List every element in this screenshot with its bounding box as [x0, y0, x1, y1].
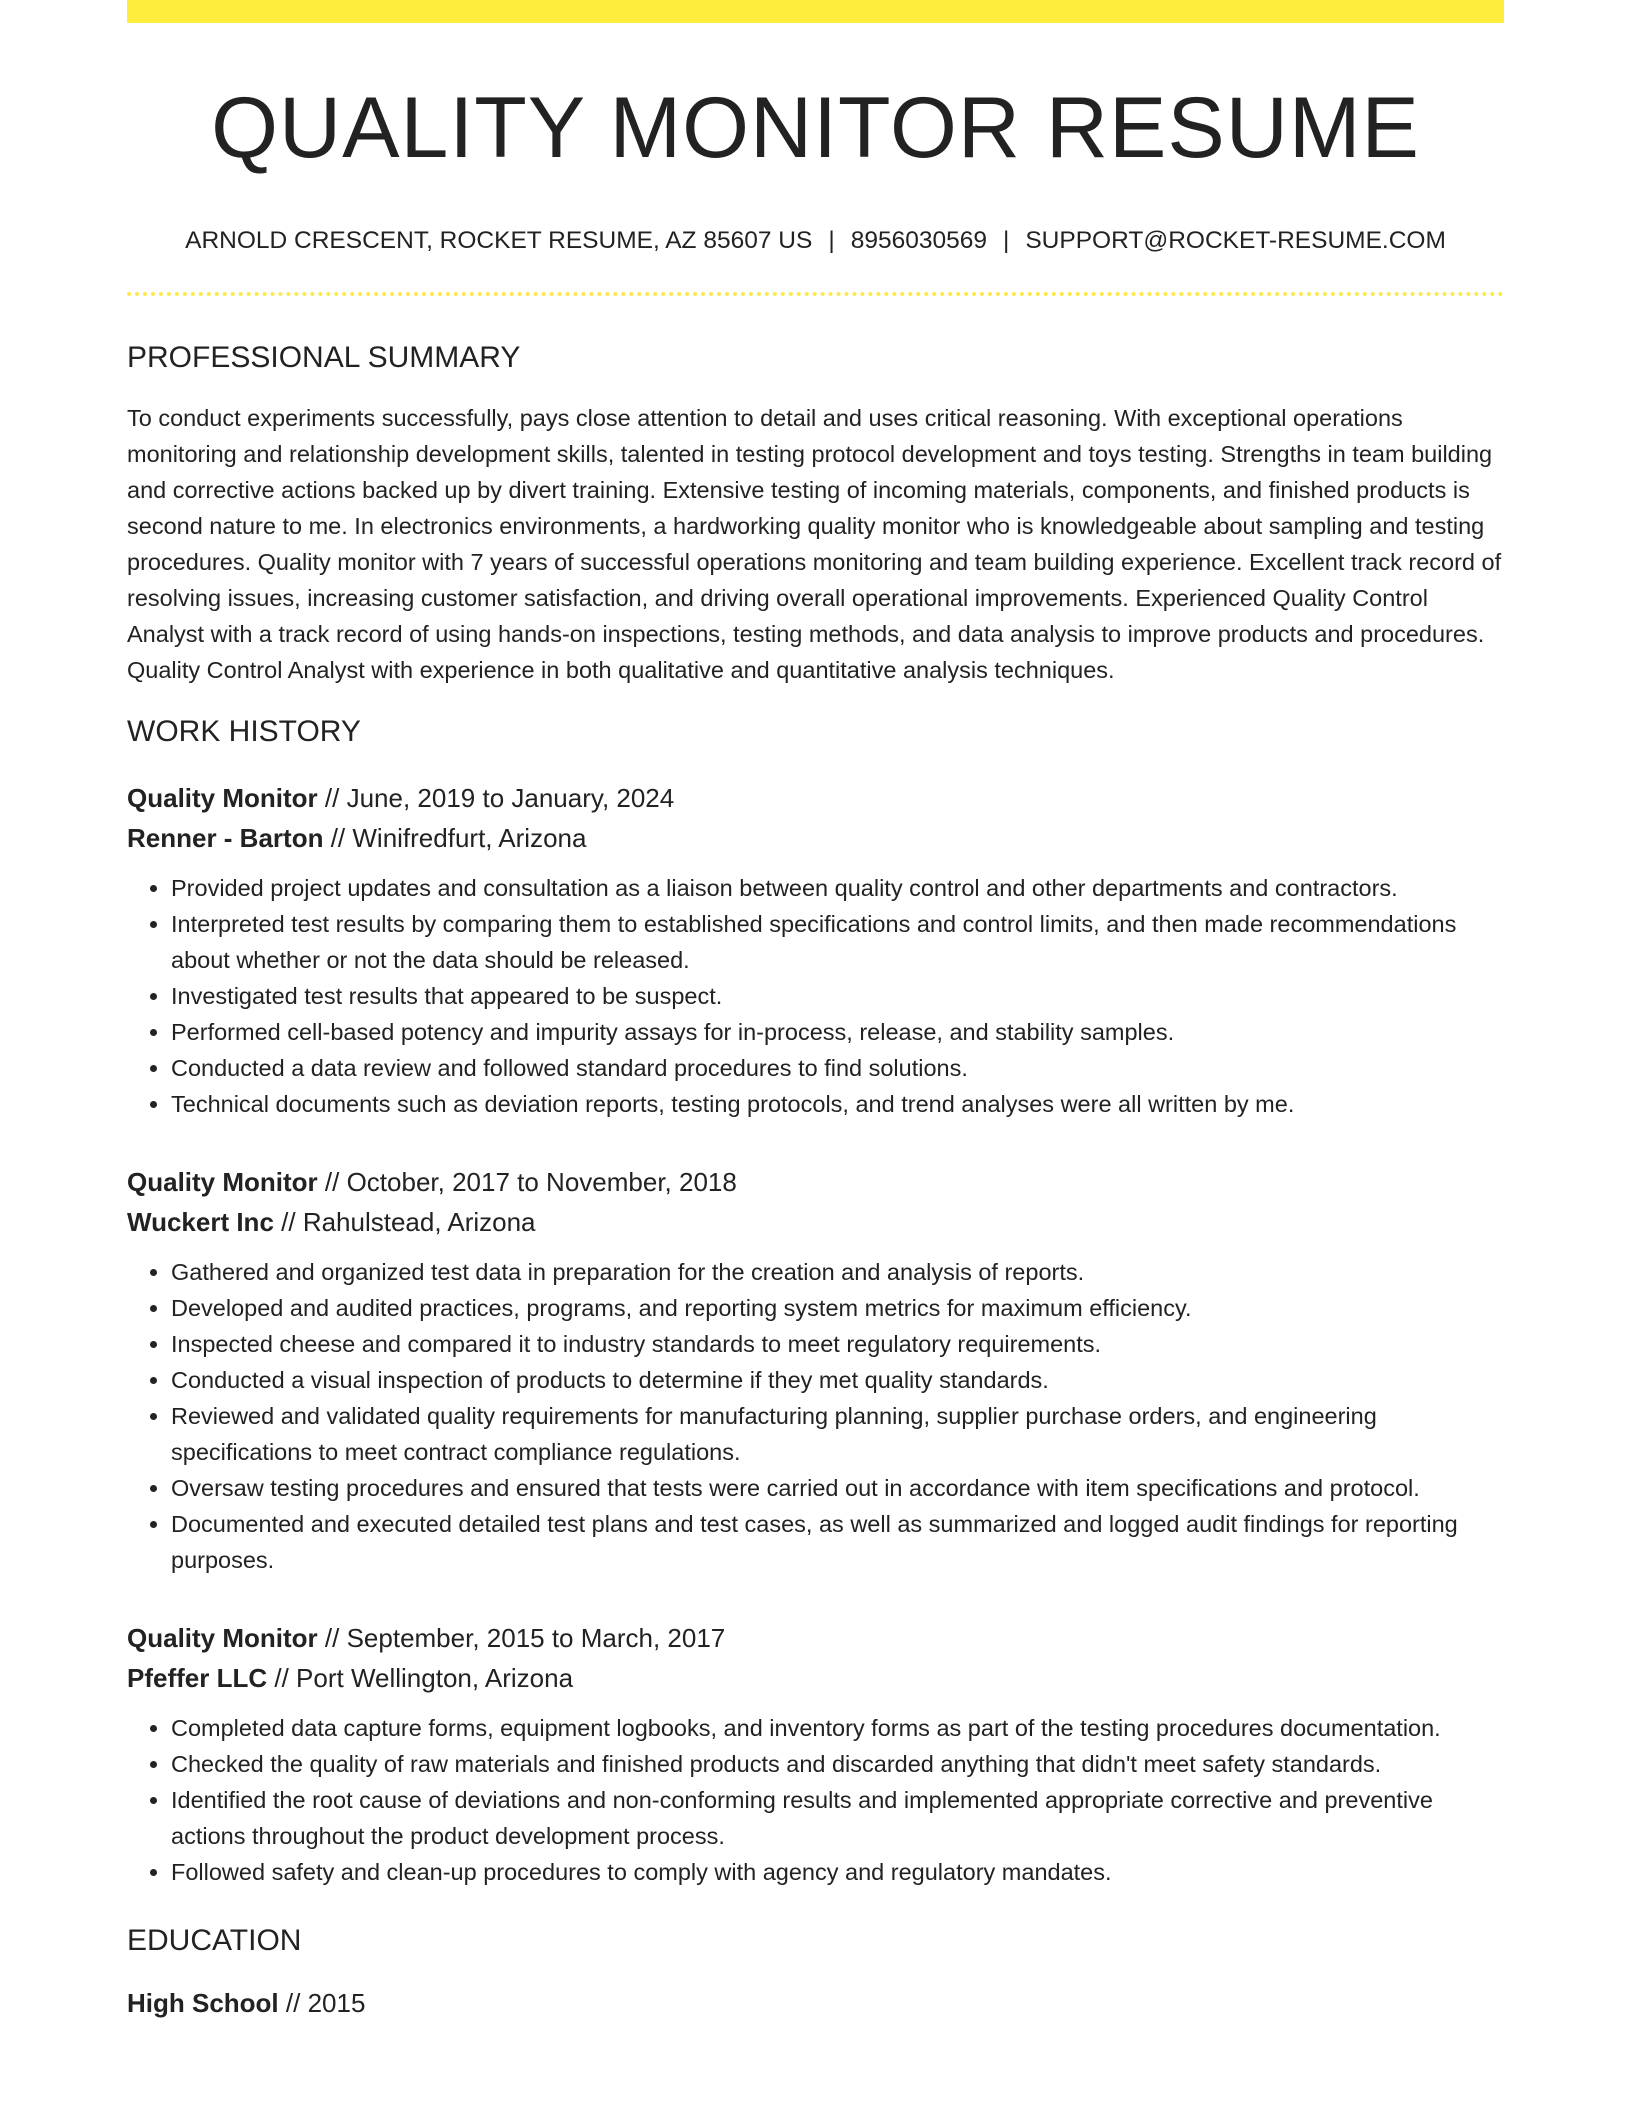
- contact-phone: 8956030569: [850, 226, 987, 254]
- job-bullets: [127, 870, 1504, 1122]
- contact-email: SUPPORT@ROCKET-RESUME.COM: [1025, 226, 1446, 254]
- job-bullet: • Gathered and organized test data in preparation for the creation and analysis of reports.: [171, 1254, 1504, 1290]
- job-bullets: [127, 1254, 1504, 1578]
- job-separator: //: [267, 1662, 297, 1693]
- job-entry: [127, 1162, 1504, 1578]
- job-bullet: • Documented and executed detailed test plans and test cases, as well as summarized and logged audit findings for reporting purposes.: [171, 1506, 1504, 1578]
- job-company-line: [127, 818, 1504, 858]
- job-title: Quality Monitor: [127, 782, 318, 813]
- job-separator: //: [317, 1166, 347, 1197]
- resume-page: [127, 0, 1504, 2023]
- job-bullet: • Developed and audited practices, programs, and reporting system metrics for maximum efficiency.: [171, 1290, 1504, 1326]
- job-title: Quality Monitor: [127, 1622, 318, 1653]
- job-title-line: [127, 778, 1504, 818]
- job-separator: //: [323, 822, 353, 853]
- job-location: Winifredfurt, Arizona: [352, 822, 587, 853]
- job-separator: //: [317, 782, 347, 813]
- resume-title: QUALITY MONITOR RESUME: [211, 80, 1420, 176]
- education-separator: //: [278, 1987, 308, 2018]
- job-bullet: • Investigated test results that appeared to be suspect.: [171, 978, 1504, 1014]
- job-separator: //: [273, 1206, 303, 1237]
- job-bullet: • Oversaw testing procedures and ensured that tests were carried out in accordance with item specifications and protocol.: [171, 1470, 1504, 1506]
- job-entry: [127, 1618, 1504, 1890]
- contact-address: ARNOLD CRESCENT, ROCKET RESUME, AZ 85607 US: [185, 226, 813, 254]
- education-entry: [127, 1983, 1504, 2023]
- job-bullet: • Checked the quality of raw materials and finished products and discarded anything that didn't meet safety standards.: [171, 1746, 1504, 1782]
- job-title-line: [127, 1618, 1504, 1658]
- job-title-line: [127, 1162, 1504, 1202]
- contact-separator: |: [828, 226, 835, 254]
- job-dates: September, 2015 to March, 2017: [346, 1622, 726, 1653]
- job-bullet: • Reviewed and validated quality requirements for manufacturing planning, supplier purchase orders, and engineering specifications to meet contract compliance regulations.: [171, 1398, 1504, 1470]
- job-bullet: • Performed cell-based potency and impurity assays for in-process, release, and stability samples.: [171, 1014, 1504, 1050]
- education-degree: High School: [127, 1987, 279, 2018]
- job-bullet: • Identified the root cause of deviations and non-conforming results and implemented appropriate corrective and preventive actions throughout the product development process.: [171, 1782, 1504, 1854]
- job-bullet: • Followed safety and clean-up procedures to comply with agency and regulatory mandates.: [171, 1854, 1504, 1890]
- job-bullet: • Inspected cheese and compared it to industry standards to meet regulatory requirements.: [171, 1326, 1504, 1362]
- education-heading: EDUCATION: [127, 1923, 302, 1957]
- job-bullets: [127, 1710, 1504, 1890]
- job-dates: June, 2019 to January, 2024: [346, 782, 675, 813]
- job-company: Pfeffer LLC: [127, 1662, 268, 1693]
- work-history-heading: WORK HISTORY: [127, 714, 361, 748]
- job-company-line: [127, 1658, 1504, 1698]
- job-bullet: • Interpreted test results by comparing them to established specifications and control limits, and then made recommendations about whether or not the data should be released.: [171, 906, 1504, 978]
- job-company: Wuckert Inc: [127, 1206, 274, 1237]
- accent-top-bar: [127, 0, 1504, 23]
- job-bullet: • Conducted a visual inspection of products to determine if they met quality standards.: [171, 1362, 1504, 1398]
- job-entry: [127, 778, 1504, 1122]
- job-location: Port Wellington, Arizona: [296, 1662, 574, 1693]
- summary-heading: PROFESSIONAL SUMMARY: [127, 340, 521, 374]
- job-title: Quality Monitor: [127, 1166, 318, 1197]
- summary-text: To conduct experiments successfully, pays close attention to detail and uses critical reasoning. With exceptional operations monitoring and relationship development skills, talented in testing protocol development and toys testing. Strengths in team building and corrective actions backed up by divert training. Extensive testing of incoming materials, components, and finished products is second nature to me. In electronics environments, a hardworking quality monitor who is knowledgeable about sampling and testing procedures. Quality monitor with 7 years of successful operations monitoring and team building experience. Excellent track record of resolving issues, increasing customer satisfaction, and driving overall operational improvements. Experienced Quality Control Analyst with a track record of using hands-on inspections, testing methods, and data analysis to improve products and procedures. Quality Control Analyst with experience in both qualitative and quantitative analysis techniques.: [127, 404, 1502, 683]
- job-bullet: • Technical documents such as deviation reports, testing protocols, and trend analyses were all written by me.: [171, 1086, 1504, 1122]
- contact-separator: |: [1002, 226, 1010, 254]
- job-bullet: • Conducted a data review and followed standard procedures to find solutions.: [171, 1050, 1504, 1086]
- job-separator: //: [317, 1622, 347, 1653]
- dotted-divider: [127, 292, 1504, 296]
- job-location: Rahulstead, Arizona: [302, 1206, 536, 1237]
- job-company-line: [127, 1202, 1504, 1242]
- education-year: 2015: [307, 1987, 366, 2018]
- contact-line: [127, 226, 1504, 255]
- job-company: Renner - Barton: [127, 822, 324, 853]
- job-dates: October, 2017 to November, 2018: [346, 1166, 737, 1197]
- job-bullet: • Provided project updates and consultation as a liaison between quality control and other departments and contractors.: [171, 870, 1504, 906]
- job-bullet: • Completed data capture forms, equipment logbooks, and inventory forms as part of the testing procedures documentation.: [171, 1710, 1504, 1746]
